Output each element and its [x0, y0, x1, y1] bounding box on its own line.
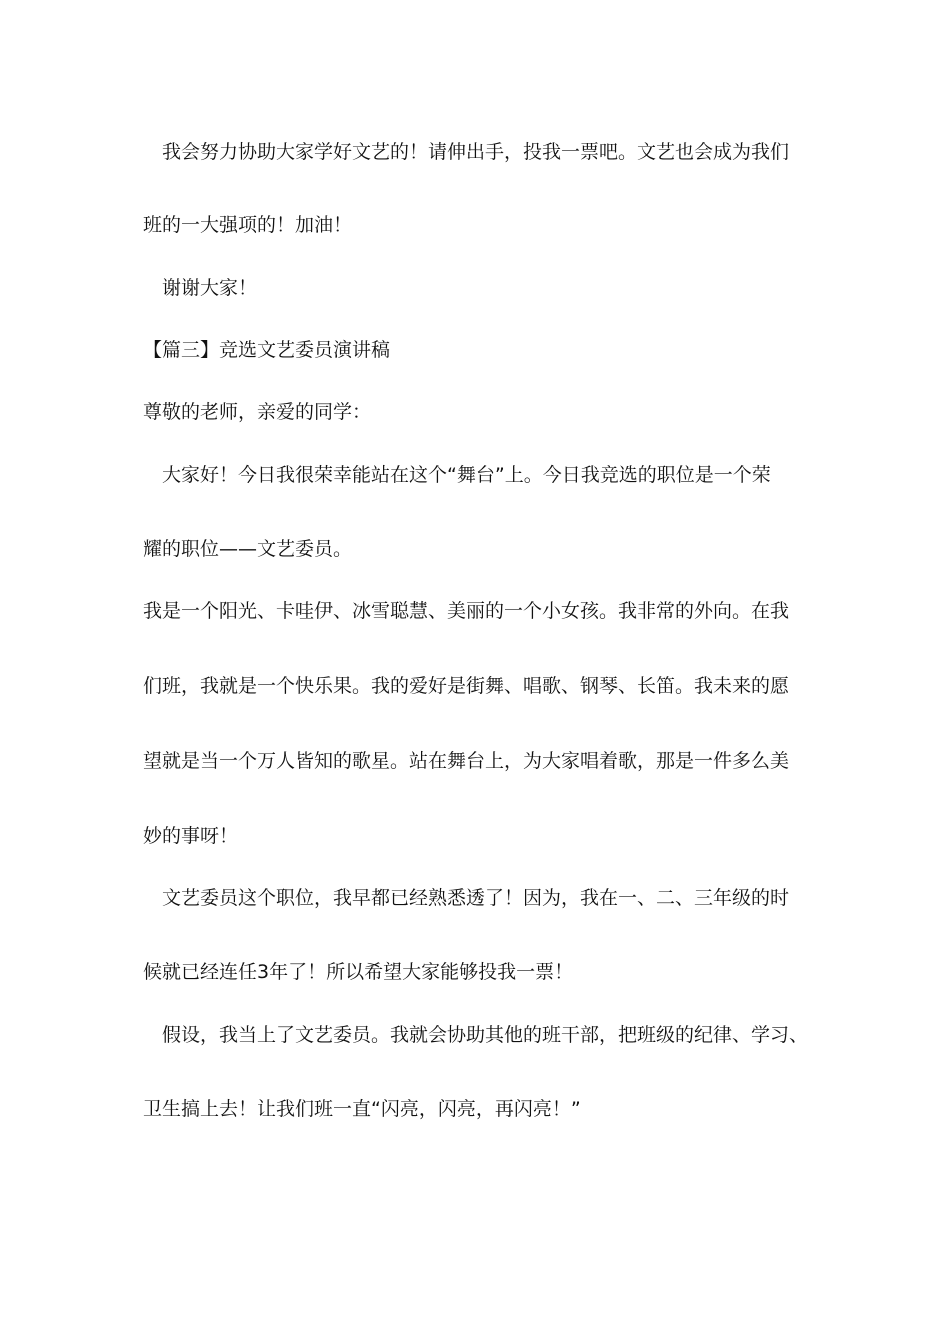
paragraph-line: 假设，我当上了文艺委员。我就会协助其他的班干部，把班级的纪律、学习、	[143, 1024, 809, 1046]
paragraph-line: 我是一个阳光、卡哇伊、冰雪聪慧、美丽的一个小女孩。我非常的外向。在我	[143, 600, 790, 622]
paragraph-line: 候就已经连任3年了！所以希望大家能够投我一票！	[143, 961, 574, 983]
paragraph-line: 大家好！今日我很荣幸能站在这个“舞台”上。今日我竞选的职位是一个荣	[143, 464, 771, 486]
paragraph-line: 文艺委员这个职位，我早都已经熟悉透了！因为，我在一、二、三年级的时	[143, 887, 790, 909]
paragraph-line: 望就是当一个万人皆知的歌星。站在舞台上，为大家唱着歌，那是一件多么美	[143, 750, 790, 772]
paragraph-line: 卫生搞上去！让我们班一直“闪亮，闪亮，再闪亮！”	[143, 1098, 581, 1120]
section-heading: 【篇三】竞选文艺委员演讲稿	[143, 339, 391, 361]
paragraph-line: 们班，我就是一个快乐果。我的爱好是街舞、唱歌、钢琴、长笛。我未来的愿	[143, 675, 790, 697]
paragraph-line: 耀的职位——文艺委员。	[143, 538, 353, 560]
salutation-line: 尊敬的老师，亲爱的同学：	[143, 401, 372, 423]
paragraph-line: 谢谢大家！	[143, 277, 258, 299]
paragraph-line: 我会努力协助大家学好文艺的！请伸出手，投我一票吧。文艺也会成为我们	[143, 141, 790, 163]
paragraph-line: 妙的事呀！	[143, 825, 239, 847]
paragraph-line: 班的一大强项的！加油！	[143, 214, 353, 236]
